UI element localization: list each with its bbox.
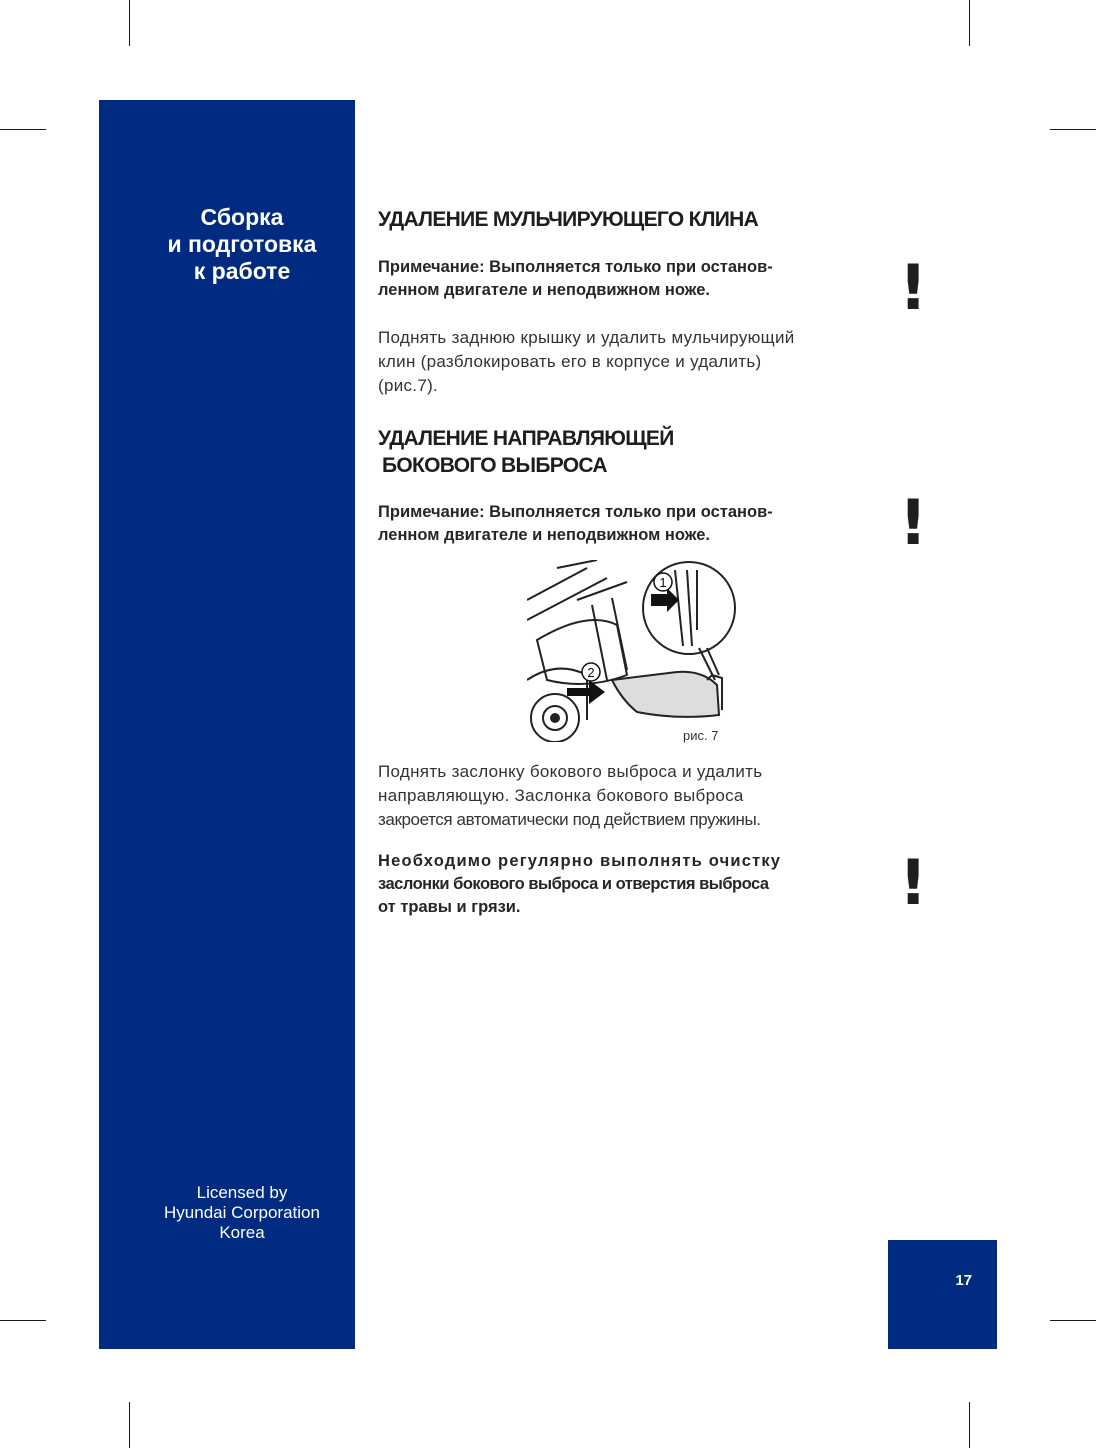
paragraph-line: клин (разблокировать его в корпусе и удалить) [378,352,762,371]
sidebar [99,100,355,1349]
page-number-box [888,1240,997,1349]
note-line: Примечание: Выполняется только при останов- [378,503,773,521]
crop-mark [969,1402,970,1448]
license-line: Korea [219,1223,265,1242]
paragraph-line: Поднять заднюю крышку и удалить мульчирующий [378,328,795,347]
crop-mark [969,0,970,46]
crop-mark [1050,1320,1096,1321]
paragraph-line: закроется автоматически под действием пружины. [378,810,761,829]
paragraph-line: (рис.7). [378,376,439,395]
page-number: 17 [955,1272,972,1289]
paragraph-line: направляющую. Заслонка бокового выброса [378,786,744,805]
license-text [99,1183,355,1243]
crop-mark [0,1320,46,1321]
license-line: Hyundai Corporation [164,1203,320,1222]
chapter-title-line: к работе [193,258,291,284]
chapter-title-line: и подготовка [167,231,317,257]
maintenance-warning [378,850,888,919]
section-heading [378,425,888,479]
note-line: Примечание: Выполняется только при останов- [378,258,773,276]
note-line: ленном двигателе и неподвижном ноже. [378,281,710,299]
note [378,256,888,302]
crop-mark [129,1402,130,1448]
warning-line: от травы и грязи. [378,898,521,916]
mower-drawing [527,560,747,742]
chapter-title-line: Сборка [200,204,284,230]
crop-mark [1050,129,1096,130]
warning-exclamation-icon: ! [899,251,928,324]
main-content [378,206,888,547]
paragraph [378,760,888,832]
crop-mark [129,0,130,46]
warning-line: заслонки бокового выброса и отверстия выброса [378,875,769,893]
figure-caption: рис. 7 [683,728,719,743]
note-line: ленном двигателе и неподвижном ноже. [378,526,710,544]
license-line: Licensed by [196,1183,288,1202]
chapter-title [99,204,355,285]
section-heading: УДАЛЕНИЕ МУЛЬЧИРУЮЩЕГО КЛИНА [378,208,759,231]
callout-1: 1 [659,575,667,590]
crop-mark [0,129,46,130]
heading-line: БОКОВОГО ВЫБРОСА [382,454,607,477]
paragraph [378,326,888,398]
warning-line: Необходимо регулярно выполнять очистку [378,852,782,870]
note [378,501,888,547]
warning-exclamation-icon: ! [899,486,928,559]
warning-exclamation-icon: ! [899,846,928,919]
heading-line: УДАЛЕНИЕ НАПРАВЛЯЮЩЕЙ [378,427,674,450]
mower-illustration [527,560,747,742]
callout-2: 2 [587,665,595,680]
paragraph-line: Поднять заслонку бокового выброса и удалить [378,762,763,781]
